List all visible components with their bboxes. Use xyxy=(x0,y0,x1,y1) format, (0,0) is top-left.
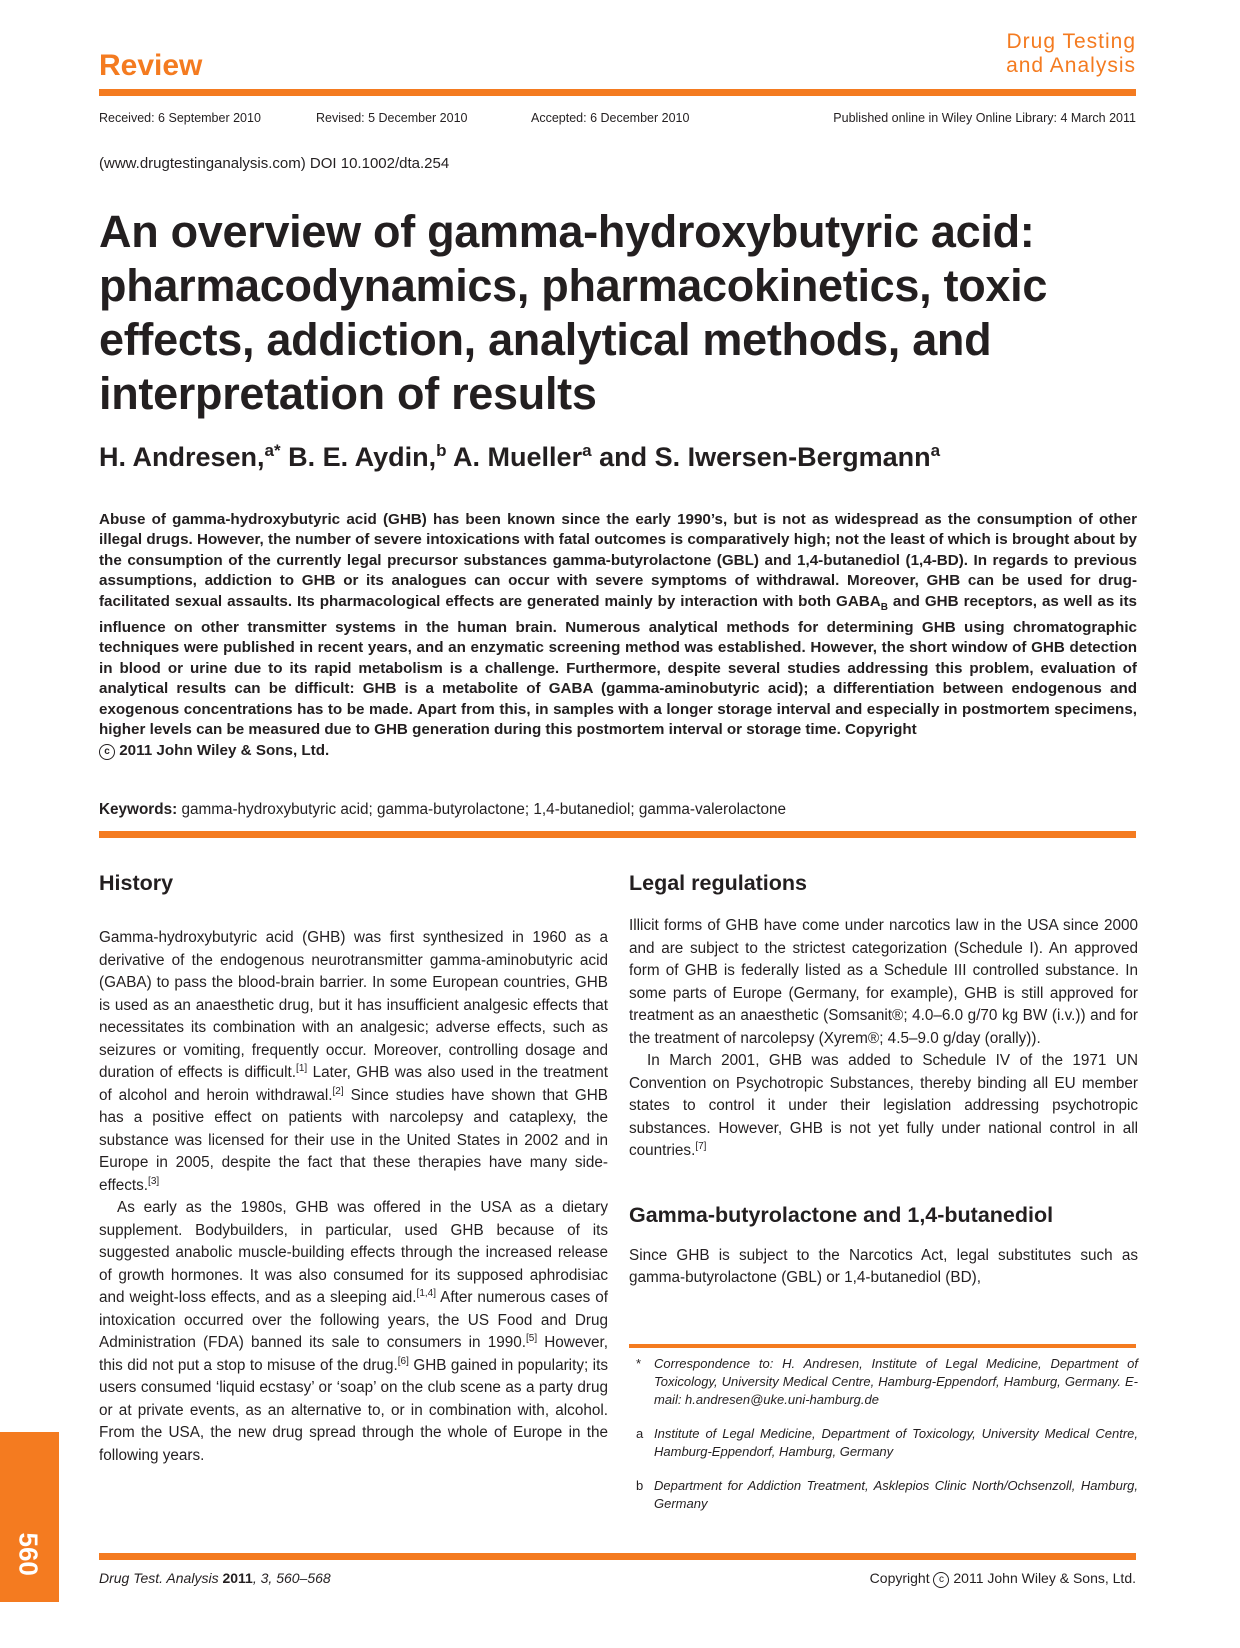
section-label: Review xyxy=(99,49,203,82)
journal-abbrev: Drug Test. Analysis xyxy=(99,1570,223,1586)
footer-copyright xyxy=(870,1570,1136,1588)
citation[interactable]: [2] xyxy=(332,1085,344,1097)
legal-regulations-heading: Legal regulations xyxy=(629,871,808,895)
abstract-subscript: B xyxy=(880,601,888,613)
gbl-heading: Gamma-butyrolactone and 1,4-butanediol xyxy=(629,1202,1054,1227)
header-rule xyxy=(99,89,1136,96)
footer-rule xyxy=(99,1553,1136,1560)
author-affiliation-mark: a* xyxy=(264,441,281,460)
running-footer xyxy=(99,1570,331,1586)
received-date: Received: 6 September 2010 xyxy=(99,111,261,125)
legal-paragraph xyxy=(629,915,1138,1050)
article-title: An overview of gamma-hydroxybutyric acid: pharmacodynamics, pharmacokinetics, toxic effects, addiction, analytical methods, and interpretation of results xyxy=(99,206,1048,419)
publication-dates xyxy=(99,111,1136,129)
history-heading: History xyxy=(99,871,174,895)
revised-date: Revised: 5 December 2010 xyxy=(316,111,468,125)
page-number-tab xyxy=(0,1432,59,1602)
history-paragraph xyxy=(99,927,608,1197)
left-column xyxy=(99,870,608,1467)
author-name: S. Iwersen-Bergmann xyxy=(654,442,931,472)
footnote-correspondence xyxy=(630,1355,1138,1409)
footnote-affiliation-b xyxy=(630,1477,1138,1513)
journal-year: 2011 xyxy=(222,1570,253,1586)
journal-brand-line1: Drug Testing xyxy=(1006,30,1136,53)
author-name: A. Mueller xyxy=(453,442,583,472)
abstract-text: Abuse of gamma-hydroxybutyric acid (GHB) has been known since the early 1990’s, but is not as widespread as the consumption of other illegal drugs. However, the number of severe intoxications with fatal outcomes is comparatively high; not the least of which is brought about by the consumption of the currently legal precursor substances gamma-butyrolactone (GBL) and 1,4-butanediol (1,4-BD). In regards to previous assumptions, addiction to GHB or its analogues can occur with severe symptoms of withdrawal. Moreover, GHB can be used for drug-facilitated sexual assaults. Its pharmacological effects are generated mainly by interaction with both GABA xyxy=(99,511,1137,610)
published-date: Published online in Wiley Online Library: 4 March 2011 xyxy=(833,111,1136,125)
footnote-affiliation-a xyxy=(630,1425,1138,1461)
page-number: 560 xyxy=(13,1532,44,1576)
footnote-text: Institute of Legal Medicine, Department of Toxicology, University Medical Centre, Hamburg-Eppendorf, Hamburg, Germany xyxy=(654,1426,1138,1459)
section-rule xyxy=(99,831,1136,838)
author-conjunction: and xyxy=(599,442,648,472)
abstract-text: and GHB receptors, as well as its influence on other transmitter systems in the human brain. Numerous analytical methods for determining GHB using chromatographic techniques were published in recent years, and an enzymatic screening method was established. However, the short window of GHB detection in blood or urine due to its rapid metabolism is a challenge. Furthermore, despite several studies addressing this problem, evaluation of analytical results can be difficult: GHB is a metabolite of GABA (gamma-aminobutyric acid); a differentiation between endogenous and exogenous concentrations has to be made. Apart from this, in samples with a longer storage interval and especially in postmortem specimens, higher levels can be measured due to GHB generation during this postmortem interval or storage time. Copyright xyxy=(99,592,1138,739)
keywords xyxy=(99,801,786,819)
citation[interactable]: [5] xyxy=(525,1332,538,1344)
journal-brand-line2: and Analysis xyxy=(1006,54,1136,77)
paragraph-text: Later, GHB was also used in the treatment of alcohol and heroin withdrawal. xyxy=(99,1064,608,1104)
citation[interactable]: [3] xyxy=(148,1175,160,1187)
copyright-icon: c xyxy=(99,744,115,760)
paragraph-text: GHB gained in popularity; its users consumed ‘liquid ecstasy’ or ‘soap’ on the club scene as a party drug or at private events, as an alternative to, or in combination with, alcohol. From the USA, the new drug spread through the whole of Europe in the following years. xyxy=(99,1356,608,1464)
footnote-mark: * xyxy=(636,1356,642,1371)
copyright-prefix: Copyright xyxy=(869,1570,934,1586)
author-affiliation-mark: b xyxy=(436,441,447,460)
paragraph-text: In March 2001, GHB was added to Schedule IV of the 1971 UN Convention on Psychotropic Substances, thereby binding all EU member states to control it under their legislation addressing psychotropic substances. However, GHB is not yet fully under national control in all countries. xyxy=(629,1052,1138,1159)
volume-pages: , 3, 560–568 xyxy=(252,1570,331,1586)
right-column xyxy=(629,870,1138,1290)
paragraph-text: However, this did not put a stop to misuse of the drug. xyxy=(99,1334,609,1374)
journal-brand xyxy=(1006,30,1136,78)
footnotes xyxy=(630,1355,1138,1529)
author-name: B. E. Aydin, xyxy=(288,442,437,472)
gbl-paragraph: Since GHB is subject to the Narcotics Act, legal substitutes such as gamma-butyrolactone (GBL) or 1,4-butanediol (BD), xyxy=(629,1246,1138,1286)
author-affiliation-mark: a xyxy=(582,441,592,460)
footnote-text: Department for Addiction Treatment, Asklepios Clinic North/Ochsenzoll, Hamburg, Germany xyxy=(654,1478,1138,1511)
abstract-copyright: 2011 John Wiley & Sons, Ltd. xyxy=(115,741,330,759)
copyright-icon: c xyxy=(933,1572,949,1588)
abstract xyxy=(99,510,1137,761)
registered-mark: ® xyxy=(867,1029,880,1047)
citation[interactable]: [1,4] xyxy=(416,1287,437,1299)
citation[interactable]: [1] xyxy=(296,1062,308,1074)
keywords-label: Keywords: xyxy=(99,801,178,818)
copyright-text: 2011 John Wiley & Sons, Ltd. xyxy=(949,1570,1136,1586)
author-name: H. Andresen, xyxy=(99,442,265,472)
author-list xyxy=(99,441,940,473)
citation[interactable]: [7] xyxy=(695,1140,707,1152)
history-paragraph xyxy=(99,1197,608,1467)
paragraph-text: Gamma-hydroxybutyric acid (GHB) was first synthesized in 1960 as a derivative of the endogenous neurotransmitter gamma-aminobutyric acid (GABA) to pass the blood-brain barrier. In some European countries, GHB is used as an anaesthetic drug, but it has insufficient analgesic effects that necessitates its combination with an analgesic; adverse effects, such as seizures or vomiting, frequently occur. Moreover, controlling dosage and duration of effects is difficult. xyxy=(99,929,608,1081)
paragraph-text: After numerous cases of intoxication occurred over the following years, the US Food and Drug Administration (FDA) banned its sale to consumers in 1990. xyxy=(99,1289,609,1351)
paragraph-text: ; 4.0–6.0 g/70 kg BW (i.v.)) and for the treatment of narcolepsy (Xyrem xyxy=(629,1007,1138,1047)
paragraph-text: Since studies have shown that GHB has a positive effect on patients with narcolepsy and cataplexy, the substance was licensed for their use in the United States in 2002 and in Europe in 2005, despite the fact that these therapies have many side-effects. xyxy=(99,1086,608,1194)
paragraph-text: Illicit forms of GHB have come under narcotics law in the USA since 2000 and are subject to the strictest categorization (Schedule I). An approved form of GHB is federally listed as a Schedule III controlled substance. In some parts of Europe (Germany, for example), GHB is still approved for treatment as an anaesthetic (Somsanit xyxy=(629,917,1138,1024)
legal-paragraph xyxy=(629,1050,1138,1163)
accepted-date: Accepted: 6 December 2010 xyxy=(531,111,690,125)
footnote-mark: b xyxy=(636,1478,644,1493)
author-affiliation-mark: a xyxy=(930,441,941,460)
paragraph-text: As early as the 1980s, GHB was offered in the USA as a dietary supplement. Bodybuilders, in particular, used GHB because of its suggested anabolic muscle-building effects through the increased release of growth hormones. It was also consumed for its supposed aphrodisiac and weight-loss effects, and as a sleeping aid. xyxy=(99,1199,608,1306)
footnote-text: Correspondence to: H. Andresen, Institute of Legal Medicine, Department of Toxicology, University Medical Centre, Hamburg-Eppendorf, Hamburg, Germany. E-mail: h.andresen@uke.uni-hamburg.de xyxy=(654,1356,1138,1407)
footnote-rule xyxy=(629,1344,1136,1348)
footnote-mark: a xyxy=(636,1426,644,1441)
citation[interactable]: [6] xyxy=(397,1355,409,1367)
keywords-list: gamma-hydroxybutyric acid; gamma-butyrolactone; 1,4-butanediol; gamma-valerolactone xyxy=(177,801,786,818)
registered-mark: ® xyxy=(892,1007,904,1024)
doi-line[interactable]: (www.drugtestinganalysis.com) DOI 10.1002/dta.254 xyxy=(99,155,450,172)
paragraph-text: ; 4.5–9.0 g/day (orally)). xyxy=(879,1029,1041,1047)
